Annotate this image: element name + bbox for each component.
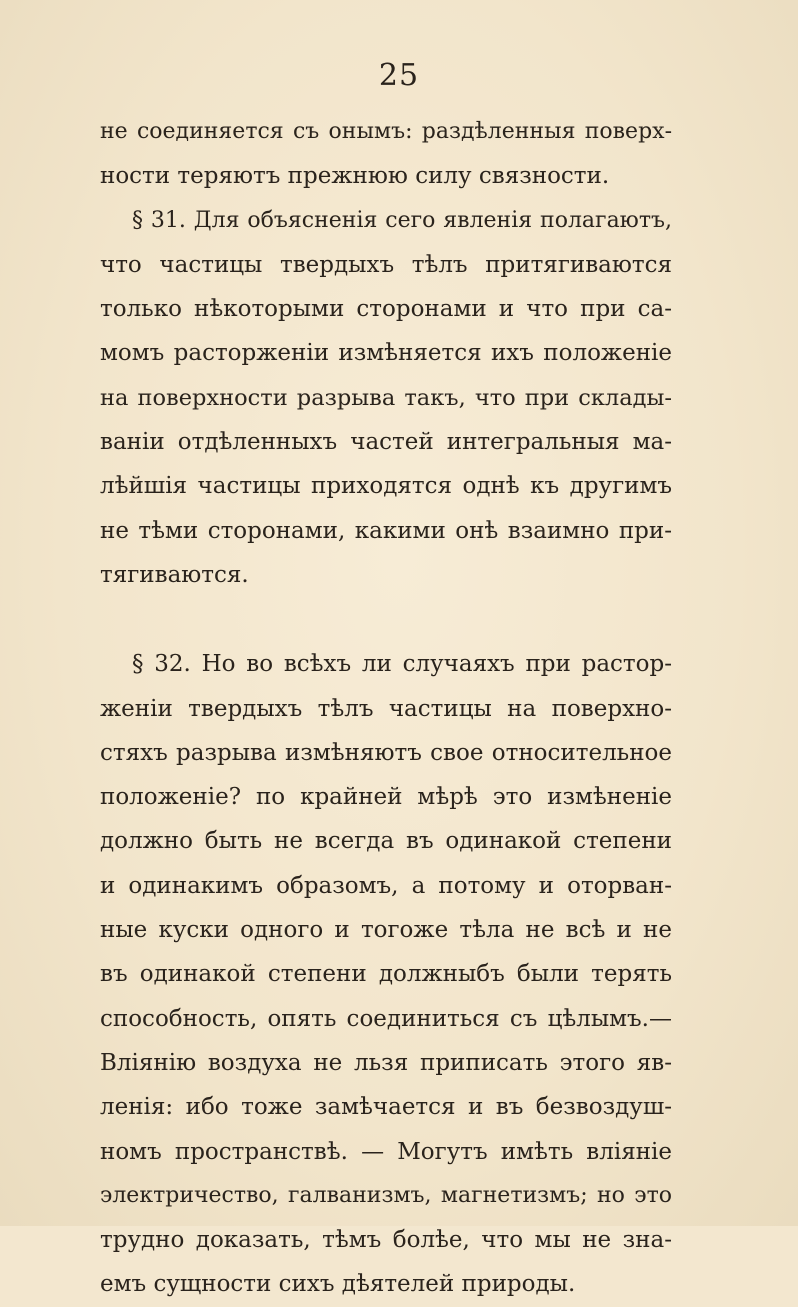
text-line: въ одинакой степени должныбъ были терять xyxy=(100,961,672,988)
text-line: лѣйшія частицы приходятся однѣ къ другимъ xyxy=(100,473,672,500)
text-line: тягиваются. xyxy=(100,561,249,588)
text-line: Вліянію воздуха не льзя приписать этого яв- xyxy=(100,1049,672,1076)
text-line: на поверхности разрыва такъ, что при склады- xyxy=(100,384,672,411)
text-line: стяхъ разрыва измѣняютъ свое относительное xyxy=(100,739,672,766)
text-line: женіи твердыхъ тѣлъ частицы на поверхно- xyxy=(100,695,672,722)
paragraph-gap xyxy=(100,597,672,642)
text-line: ности теряютъ прежнюю силу связности. xyxy=(100,163,610,190)
text-line: трудно доказать, тѣмъ болѣе, что мы не зна- xyxy=(100,1227,672,1254)
text-line: и одинакимъ образомъ, а потому и оторван- xyxy=(100,872,672,899)
text-line: момъ расторженіи измѣняется ихъ положеніе xyxy=(100,340,672,367)
text-line: ные куски одного и тогоже тѣла не всѣ и не xyxy=(100,917,672,944)
paragraph-section-32 xyxy=(100,642,672,1306)
text-line: не соединяется съ онымъ: раздѣленныя поверх- xyxy=(100,119,672,144)
text-line: емъ сущности сихъ дѣятелей природы. xyxy=(100,1271,576,1298)
body-text xyxy=(100,110,672,1307)
text-line: не тѣми сторонами, какими онѣ взаимно при- xyxy=(100,517,672,544)
text-line: § 32. Но во всѣхъ ли случаяхъ при растор- xyxy=(132,651,672,678)
text-line: электричество, галванизмъ, магнетизмъ; но это xyxy=(100,1182,672,1208)
text-line: способность, опять соединиться съ цѣлымъ.— xyxy=(100,1005,672,1032)
text-line: что частицы твердыхъ тѣлъ притягиваются xyxy=(100,251,672,278)
text-line: положеніе? по крайней мѣрѣ это измѣненіе xyxy=(100,784,672,811)
text-line: ваніи отдѣленныхъ частей интегральныя ма- xyxy=(100,429,672,456)
text-line: только нѣкоторыми сторонами и что при са- xyxy=(100,296,672,323)
text-line: § 31. Для объясненія сего явленія полагаютъ, xyxy=(132,207,672,233)
text-line: ленія: ибо тоже замѣчается и въ безвоздуш- xyxy=(100,1094,672,1121)
paragraph-section-31 xyxy=(100,199,672,598)
page-number: 25 xyxy=(378,58,420,93)
paragraph-continuation xyxy=(100,110,672,199)
text-line: номъ пространствѣ. — Могутъ имѣть вліяніе xyxy=(100,1138,672,1165)
text-line: должно быть не всегда въ одинакой степени xyxy=(100,828,672,855)
